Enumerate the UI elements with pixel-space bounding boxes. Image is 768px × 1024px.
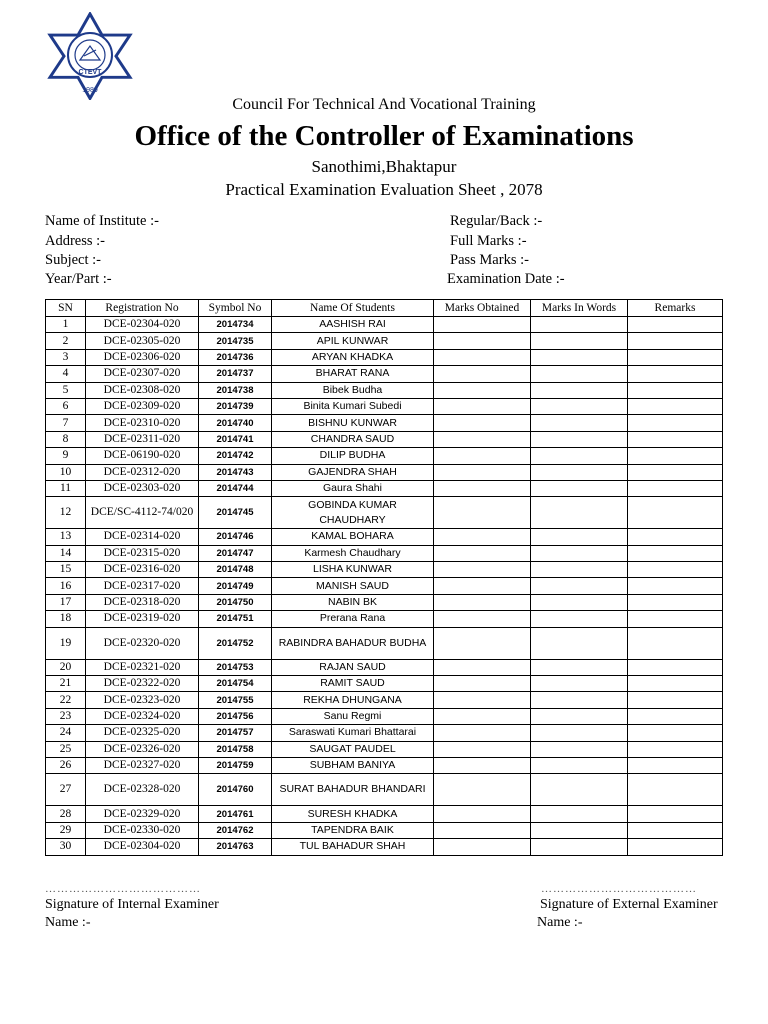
- cell-remarks: [628, 497, 723, 529]
- cell-registration-no: DCE-02324-020: [86, 708, 199, 724]
- table-row: [46, 839, 723, 855]
- cell-student-name: CHANDRA SAUD: [272, 431, 434, 447]
- cell-student-name: AASHISH RAI: [272, 317, 434, 333]
- cell-marks-in-words: [531, 366, 628, 382]
- cell-student-name: MANISH SAUD: [272, 578, 434, 594]
- header-registration-no: Registration No: [86, 300, 199, 317]
- cell-remarks: [628, 578, 723, 594]
- external-signature-line: …………………………………: [541, 883, 697, 895]
- cell-marks-in-words: [531, 415, 628, 431]
- cell-sn: 14: [46, 545, 86, 561]
- cell-marks-in-words: [531, 774, 628, 806]
- cell-registration-no: DCE-02325-020: [86, 725, 199, 741]
- cell-symbol-no: 2014735: [199, 333, 272, 349]
- table-row: [46, 317, 723, 333]
- cell-marks-in-words: [531, 708, 628, 724]
- cell-remarks: [628, 545, 723, 561]
- cell-sn: 10: [46, 464, 86, 480]
- cell-marks-obtained: [434, 448, 531, 464]
- cell-student-name: Prerana Rana: [272, 611, 434, 627]
- cell-student-name: BISHNU KUNWAR: [272, 415, 434, 431]
- cell-registration-no: DCE-02321-020: [86, 659, 199, 675]
- table-row: [46, 725, 723, 741]
- cell-sn: 11: [46, 480, 86, 496]
- cell-registration-no: DCE-02320-020: [86, 627, 199, 659]
- cell-remarks: [628, 415, 723, 431]
- cell-remarks: [628, 349, 723, 365]
- cell-student-name: GAJENDRA SHAH: [272, 464, 434, 480]
- cell-registration-no: DCE-02309-020: [86, 398, 199, 414]
- cell-marks-in-words: [531, 578, 628, 594]
- cell-marks-in-words: [531, 692, 628, 708]
- cell-student-name: Binita Kumari Subedi: [272, 398, 434, 414]
- address-label: Address :-: [45, 233, 106, 249]
- internal-signature-line: …………………………………: [45, 883, 201, 895]
- external-examiner-name: Name :-: [537, 915, 583, 930]
- cell-registration-no: DCE-02307-020: [86, 366, 199, 382]
- cell-marks-in-words: [531, 806, 628, 822]
- cell-marks-obtained: [434, 594, 531, 610]
- cell-registration-no: DCE-02323-020: [86, 692, 199, 708]
- cell-marks-in-words: [531, 382, 628, 398]
- cell-marks-obtained: [434, 627, 531, 659]
- table-row: [46, 578, 723, 594]
- cell-sn: 20: [46, 659, 86, 675]
- cell-remarks: [628, 366, 723, 382]
- cell-marks-in-words: [531, 611, 628, 627]
- cell-marks-in-words: [531, 676, 628, 692]
- cell-marks-obtained: [434, 659, 531, 675]
- table-row: [46, 676, 723, 692]
- cell-symbol-no: 2014745: [199, 497, 272, 529]
- internal-examiner-name: Name :-: [45, 915, 91, 930]
- table-row: [46, 659, 723, 675]
- cell-marks-obtained: [434, 480, 531, 496]
- header-remarks: Remarks: [628, 300, 723, 317]
- cell-marks-obtained: [434, 839, 531, 855]
- cell-remarks: [628, 757, 723, 773]
- cell-student-name: RABINDRA BAHADUR BUDHA: [272, 627, 434, 659]
- cell-sn: 7: [46, 415, 86, 431]
- logo-year: 1989: [82, 87, 98, 94]
- cell-remarks: [628, 676, 723, 692]
- cell-registration-no: DCE-02318-020: [86, 594, 199, 610]
- cell-registration-no: DCE-06190-020: [86, 448, 199, 464]
- cell-sn: 24: [46, 725, 86, 741]
- table-header-row: [46, 300, 723, 317]
- table-row: [46, 741, 723, 757]
- cell-sn: 17: [46, 594, 86, 610]
- cell-marks-obtained: [434, 529, 531, 545]
- cell-marks-in-words: [531, 562, 628, 578]
- cell-symbol-no: 2014736: [199, 349, 272, 365]
- cell-symbol-no: 2014756: [199, 708, 272, 724]
- table-row: [46, 822, 723, 838]
- cell-symbol-no: 2014751: [199, 611, 272, 627]
- cell-sn: 3: [46, 349, 86, 365]
- cell-marks-in-words: [531, 594, 628, 610]
- table-row: [46, 806, 723, 822]
- cell-remarks: [628, 611, 723, 627]
- table-row: [46, 497, 723, 529]
- cell-student-name: APIL KUNWAR: [272, 333, 434, 349]
- cell-marks-in-words: [531, 757, 628, 773]
- table-row: [46, 594, 723, 610]
- table-row: [46, 480, 723, 496]
- cell-symbol-no: 2014738: [199, 382, 272, 398]
- cell-remarks: [628, 839, 723, 855]
- subject-label: Subject :-: [45, 252, 101, 268]
- cell-sn: 16: [46, 578, 86, 594]
- cell-sn: 23: [46, 708, 86, 724]
- table-row: [46, 757, 723, 773]
- cell-marks-obtained: [434, 708, 531, 724]
- cell-symbol-no: 2014742: [199, 448, 272, 464]
- table-row: [46, 545, 723, 561]
- cell-student-name: KAMAL BOHARA: [272, 529, 434, 545]
- sheet-title: Practical Examination Evaluation Sheet , 2078: [225, 180, 543, 199]
- exam-date-label: Examination Date :-: [447, 271, 565, 287]
- cell-sn: 22: [46, 692, 86, 708]
- cell-sn: 9: [46, 448, 86, 464]
- cell-student-name: ARYAN KHADKA: [272, 349, 434, 365]
- table-row: [46, 611, 723, 627]
- table-row: [46, 464, 723, 480]
- cell-marks-in-words: [531, 464, 628, 480]
- cell-symbol-no: 2014757: [199, 725, 272, 741]
- cell-marks-in-words: [531, 398, 628, 414]
- cell-marks-obtained: [434, 578, 531, 594]
- cell-student-name: LISHA KUNWAR: [272, 562, 434, 578]
- table-row: [46, 627, 723, 659]
- cell-registration-no: DCE-02304-020: [86, 839, 199, 855]
- cell-symbol-no: 2014749: [199, 578, 272, 594]
- cell-remarks: [628, 562, 723, 578]
- cell-symbol-no: 2014747: [199, 545, 272, 561]
- office-title: Office of the Controller of Examinations: [134, 120, 634, 152]
- cell-registration-no: DCE-02306-020: [86, 349, 199, 365]
- cell-marks-obtained: [434, 741, 531, 757]
- cell-marks-obtained: [434, 822, 531, 838]
- cell-symbol-no: 2014743: [199, 464, 272, 480]
- cell-registration-no: DCE-02312-020: [86, 464, 199, 480]
- cell-registration-no: DCE-02311-020: [86, 431, 199, 447]
- cell-marks-in-words: [531, 659, 628, 675]
- cell-marks-in-words: [531, 822, 628, 838]
- cell-marks-obtained: [434, 464, 531, 480]
- cell-marks-obtained: [434, 692, 531, 708]
- cell-marks-obtained: [434, 398, 531, 414]
- table-row: [46, 382, 723, 398]
- cell-sn: 29: [46, 822, 86, 838]
- ctevt-logo: [44, 12, 136, 100]
- cell-marks-in-words: [531, 431, 628, 447]
- cell-sn: 1: [46, 317, 86, 333]
- cell-student-name: NABIN BK: [272, 594, 434, 610]
- logo-text: CTEVT: [78, 69, 102, 76]
- cell-marks-obtained: [434, 806, 531, 822]
- cell-sn: 27: [46, 774, 86, 806]
- cell-student-name: SAUGAT PAUDEL: [272, 741, 434, 757]
- cell-registration-no: DCE-02304-020: [86, 317, 199, 333]
- cell-remarks: [628, 594, 723, 610]
- cell-registration-no: DCE/SC-4112-74/020: [86, 497, 199, 529]
- cell-marks-obtained: [434, 431, 531, 447]
- cell-remarks: [628, 317, 723, 333]
- cell-symbol-no: 2014741: [199, 431, 272, 447]
- cell-remarks: [628, 448, 723, 464]
- cell-marks-in-words: [531, 725, 628, 741]
- cell-marks-in-words: [531, 448, 628, 464]
- internal-examiner-signature: Signature of Internal Examiner: [45, 897, 219, 912]
- cell-symbol-no: 2014758: [199, 741, 272, 757]
- cell-registration-no: DCE-02315-020: [86, 545, 199, 561]
- cell-remarks: [628, 659, 723, 675]
- cell-symbol-no: 2014762: [199, 822, 272, 838]
- cell-registration-no: DCE-02326-020: [86, 741, 199, 757]
- table-row: [46, 415, 723, 431]
- header-name-of-students: Name Of Students: [272, 300, 434, 317]
- cell-registration-no: DCE-02322-020: [86, 676, 199, 692]
- cell-sn: 2: [46, 333, 86, 349]
- cell-symbol-no: 2014752: [199, 627, 272, 659]
- cell-student-name: RAJAN SAUD: [272, 659, 434, 675]
- cell-sn: 8: [46, 431, 86, 447]
- cell-student-name: BHARAT RANA: [272, 366, 434, 382]
- cell-sn: 18: [46, 611, 86, 627]
- cell-student-name: RAMIT SAUD: [272, 676, 434, 692]
- cell-marks-obtained: [434, 349, 531, 365]
- cell-student-name: Karmesh Chaudhary: [272, 545, 434, 561]
- cell-marks-in-words: [531, 627, 628, 659]
- header-marks-obtained: Marks Obtained: [434, 300, 531, 317]
- cell-remarks: [628, 708, 723, 724]
- cell-symbol-no: 2014746: [199, 529, 272, 545]
- cell-symbol-no: 2014740: [199, 415, 272, 431]
- cell-marks-obtained: [434, 757, 531, 773]
- institute-label: Name of Institute :-: [45, 213, 159, 229]
- cell-marks-obtained: [434, 317, 531, 333]
- table-row: [46, 708, 723, 724]
- cell-marks-in-words: [531, 741, 628, 757]
- header-sn: SN: [46, 300, 86, 317]
- table-row: [46, 349, 723, 365]
- external-examiner-signature: Signature of External Examiner: [540, 897, 718, 912]
- cell-sn: 12: [46, 497, 86, 529]
- cell-symbol-no: 2014761: [199, 806, 272, 822]
- cell-sn: 13: [46, 529, 86, 545]
- cell-student-name: Sanu Regmi: [272, 708, 434, 724]
- cell-remarks: [628, 806, 723, 822]
- cell-remarks: [628, 822, 723, 838]
- cell-symbol-no: 2014753: [199, 659, 272, 675]
- cell-student-name: Saraswati Kumari Bhattarai: [272, 725, 434, 741]
- cell-registration-no: DCE-02303-020: [86, 480, 199, 496]
- cell-sn: 5: [46, 382, 86, 398]
- cell-symbol-no: 2014763: [199, 839, 272, 855]
- cell-marks-in-words: [531, 529, 628, 545]
- cell-remarks: [628, 480, 723, 496]
- ctevt-star-emblem-icon: [44, 12, 136, 100]
- cell-marks-in-words: [531, 497, 628, 529]
- cell-marks-obtained: [434, 725, 531, 741]
- cell-marks-in-words: [531, 480, 628, 496]
- cell-remarks: [628, 398, 723, 414]
- cell-remarks: [628, 529, 723, 545]
- cell-symbol-no: 2014748: [199, 562, 272, 578]
- council-name: Council For Technical And Vocational Training: [232, 96, 536, 113]
- cell-marks-in-words: [531, 349, 628, 365]
- cell-symbol-no: 2014734: [199, 317, 272, 333]
- cell-registration-no: DCE-02328-020: [86, 774, 199, 806]
- cell-registration-no: DCE-02305-020: [86, 333, 199, 349]
- cell-remarks: [628, 333, 723, 349]
- cell-remarks: [628, 774, 723, 806]
- cell-student-name: Gaura Shahi: [272, 480, 434, 496]
- cell-marks-obtained: [434, 382, 531, 398]
- table-row: [46, 448, 723, 464]
- cell-registration-no: DCE-02316-020: [86, 562, 199, 578]
- cell-registration-no: DCE-02317-020: [86, 578, 199, 594]
- cell-remarks: [628, 741, 723, 757]
- cell-registration-no: DCE-02310-020: [86, 415, 199, 431]
- table-row: [46, 774, 723, 806]
- cell-sn: 26: [46, 757, 86, 773]
- cell-sn: 25: [46, 741, 86, 757]
- cell-remarks: [628, 464, 723, 480]
- cell-registration-no: DCE-02308-020: [86, 382, 199, 398]
- cell-student-name: SURESH KHADKA: [272, 806, 434, 822]
- evaluation-table: [45, 299, 723, 856]
- table-row: [46, 529, 723, 545]
- cell-sn: 15: [46, 562, 86, 578]
- table-row: [46, 562, 723, 578]
- cell-symbol-no: 2014760: [199, 774, 272, 806]
- cell-student-name: SURAT BAHADUR BHANDARI: [272, 774, 434, 806]
- office-location: Sanothimi,Bhaktapur: [311, 157, 457, 176]
- cell-registration-no: DCE-02329-020: [86, 806, 199, 822]
- table-row: [46, 692, 723, 708]
- header-symbol-no: Symbol No: [199, 300, 272, 317]
- cell-remarks: [628, 692, 723, 708]
- cell-symbol-no: 2014754: [199, 676, 272, 692]
- cell-marks-in-words: [531, 317, 628, 333]
- pass-marks-label: Pass Marks :-: [450, 252, 529, 268]
- cell-marks-obtained: [434, 676, 531, 692]
- cell-remarks: [628, 725, 723, 741]
- year-part-label: Year/Part :-: [45, 271, 112, 287]
- cell-marks-obtained: [434, 545, 531, 561]
- cell-sn: 30: [46, 839, 86, 855]
- cell-marks-obtained: [434, 497, 531, 529]
- cell-registration-no: DCE-02319-020: [86, 611, 199, 627]
- cell-symbol-no: 2014737: [199, 366, 272, 382]
- cell-student-name: TAPENDRA BAIK: [272, 822, 434, 838]
- cell-marks-in-words: [531, 545, 628, 561]
- cell-student-name: GOBINDA KUMAR CHAUDHARY: [272, 497, 434, 529]
- cell-marks-obtained: [434, 366, 531, 382]
- cell-sn: 4: [46, 366, 86, 382]
- cell-registration-no: DCE-02330-020: [86, 822, 199, 838]
- cell-marks-obtained: [434, 611, 531, 627]
- cell-sn: 28: [46, 806, 86, 822]
- cell-symbol-no: 2014739: [199, 398, 272, 414]
- table-row: [46, 431, 723, 447]
- table-row: [46, 333, 723, 349]
- cell-marks-obtained: [434, 774, 531, 806]
- cell-marks-obtained: [434, 333, 531, 349]
- cell-marks-obtained: [434, 562, 531, 578]
- table-row: [46, 398, 723, 414]
- cell-student-name: SUBHAM BANIYA: [272, 757, 434, 773]
- cell-student-name: Bibek Budha: [272, 382, 434, 398]
- cell-student-name: REKHA DHUNGANA: [272, 692, 434, 708]
- table-row: [46, 366, 723, 382]
- cell-sn: 19: [46, 627, 86, 659]
- cell-symbol-no: 2014755: [199, 692, 272, 708]
- cell-remarks: [628, 431, 723, 447]
- full-marks-label: Full Marks :-: [450, 233, 527, 249]
- cell-marks-in-words: [531, 839, 628, 855]
- cell-symbol-no: 2014750: [199, 594, 272, 610]
- cell-symbol-no: 2014744: [199, 480, 272, 496]
- cell-marks-obtained: [434, 415, 531, 431]
- cell-symbol-no: 2014759: [199, 757, 272, 773]
- regular-back-label: Regular/Back :-: [450, 213, 543, 229]
- cell-registration-no: DCE-02314-020: [86, 529, 199, 545]
- cell-remarks: [628, 627, 723, 659]
- cell-remarks: [628, 382, 723, 398]
- cell-sn: 6: [46, 398, 86, 414]
- cell-student-name: TUL BAHADUR SHAH: [272, 839, 434, 855]
- cell-registration-no: DCE-02327-020: [86, 757, 199, 773]
- cell-marks-in-words: [531, 333, 628, 349]
- cell-student-name: DILIP BUDHA: [272, 448, 434, 464]
- header-marks-in-words: Marks In Words: [531, 300, 628, 317]
- cell-sn: 21: [46, 676, 86, 692]
